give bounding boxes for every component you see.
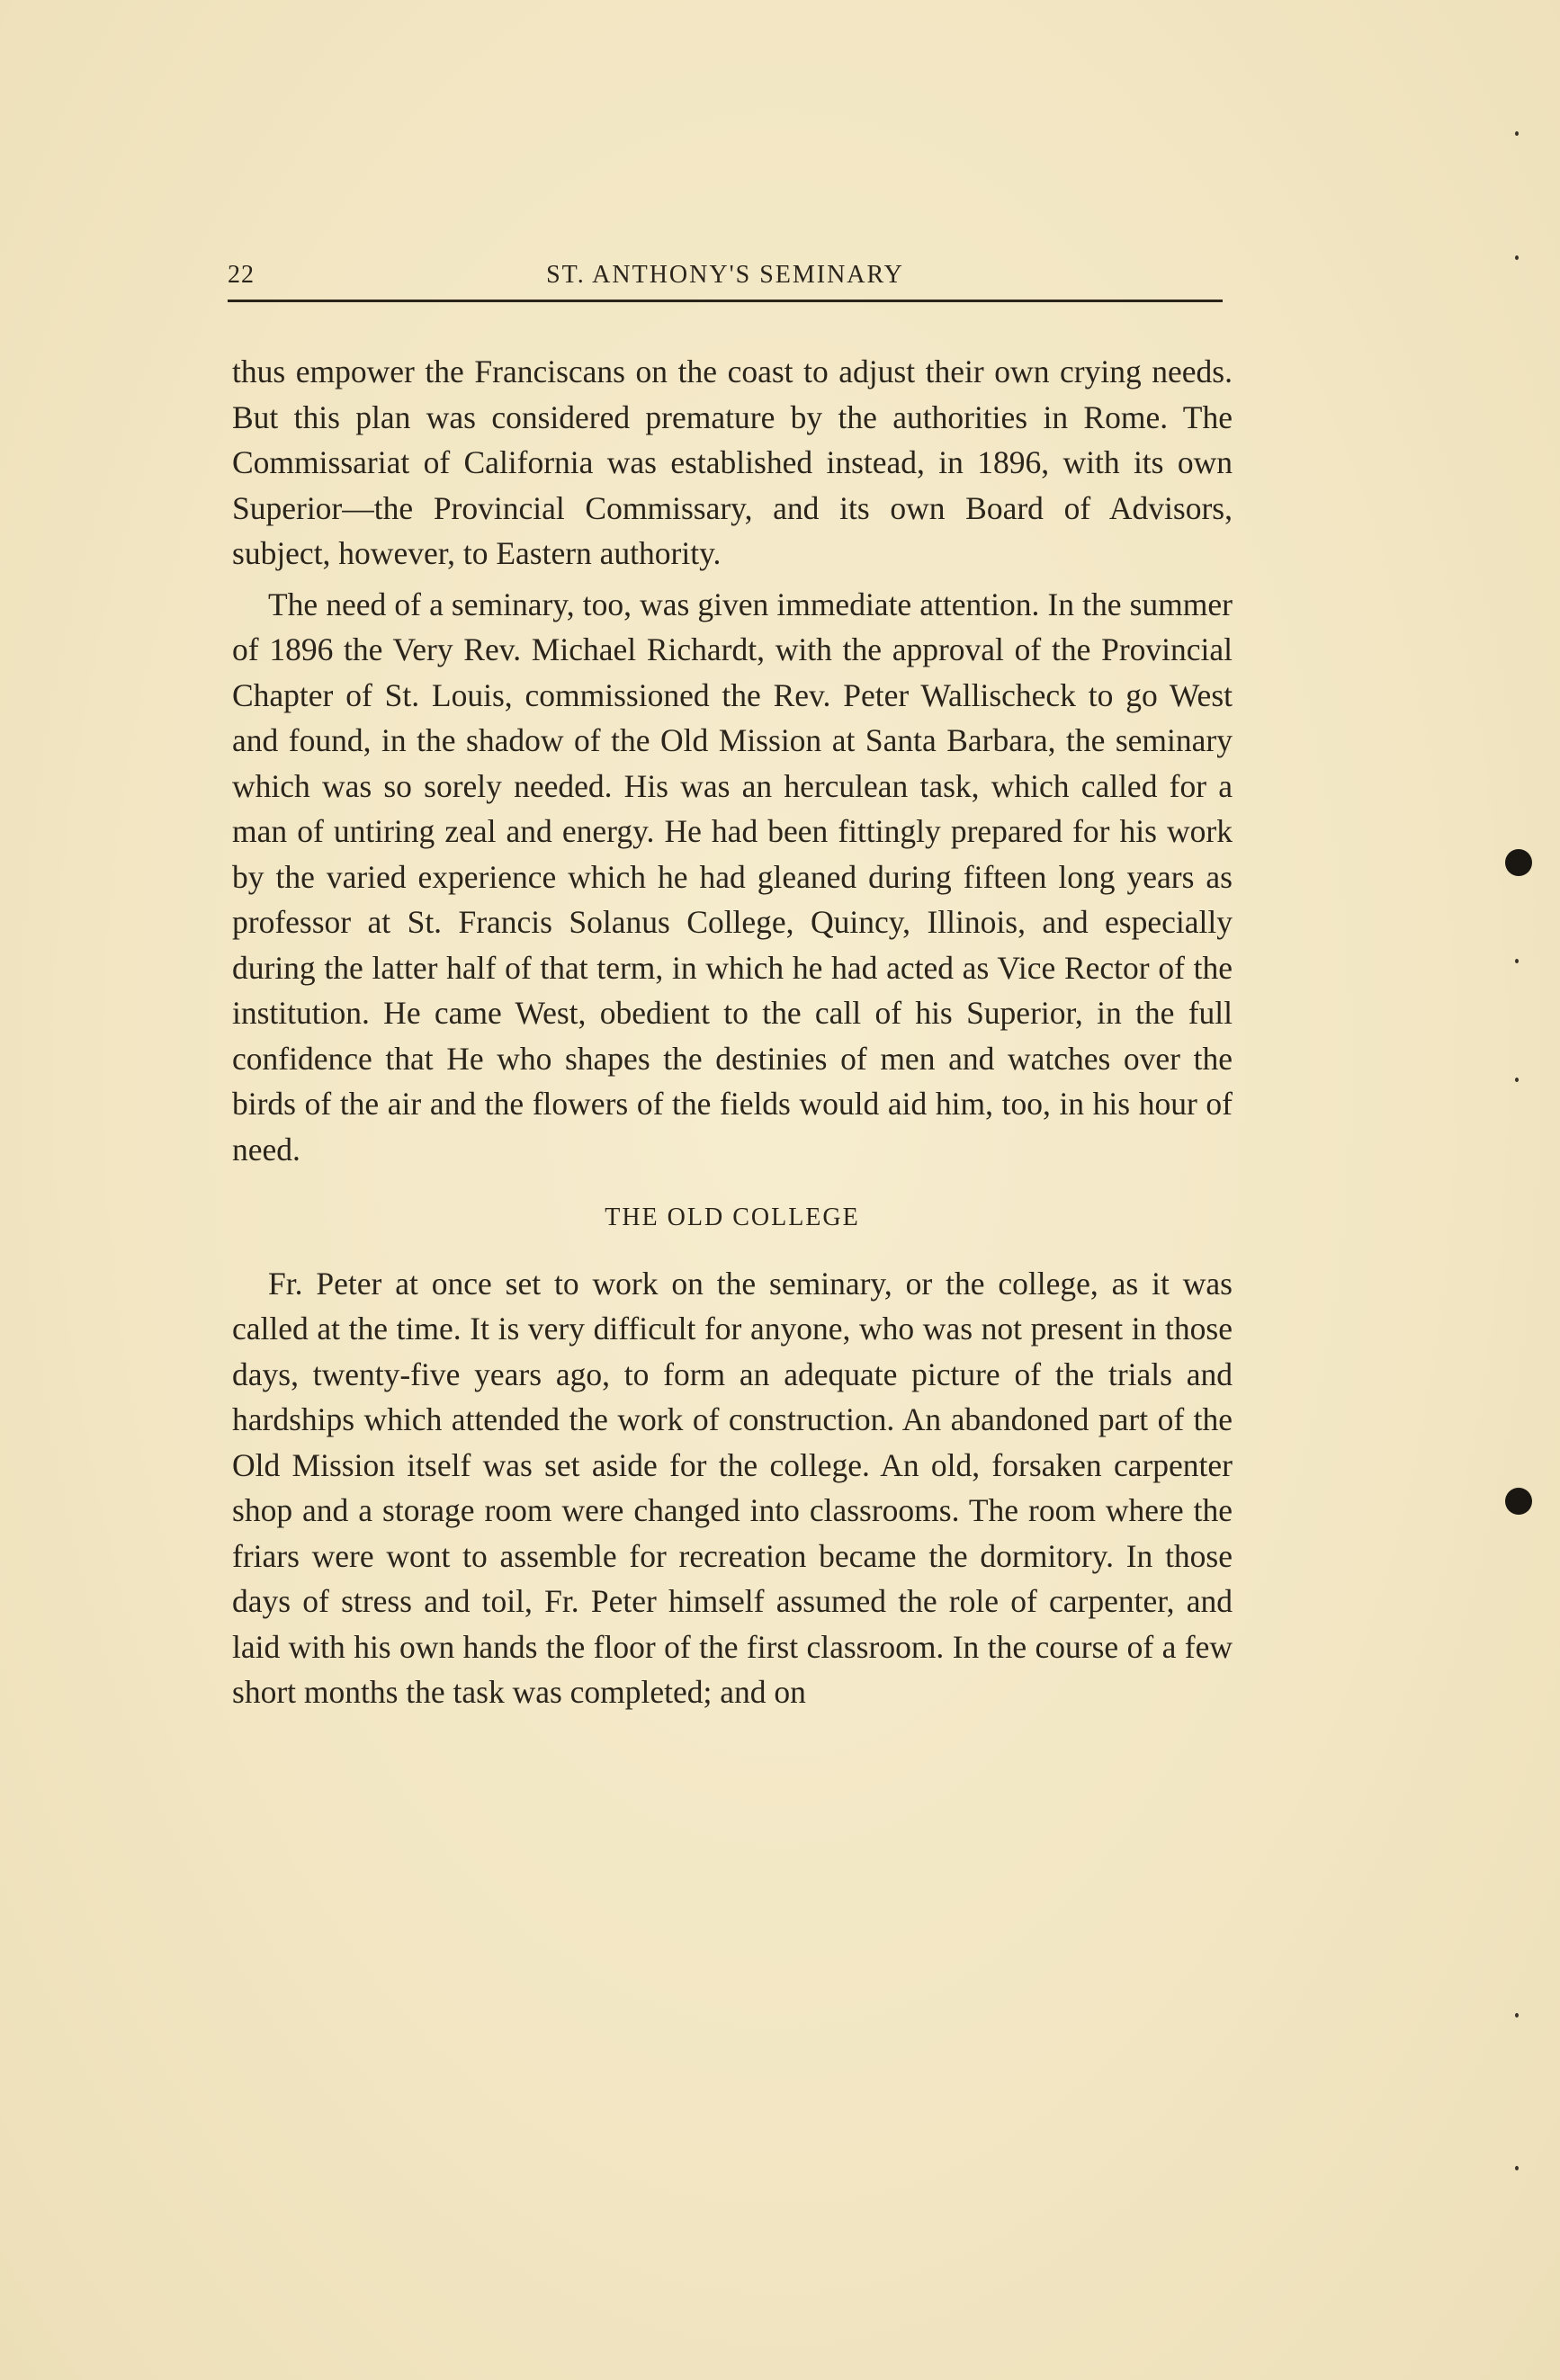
binding-mark: [1515, 2166, 1519, 2170]
punch-hole: [1505, 849, 1532, 876]
binding-mark: [1515, 959, 1519, 963]
page-header: [228, 261, 1223, 302]
header-rule: [228, 300, 1223, 302]
binding-mark: [1515, 1078, 1519, 1082]
paragraph-1: thus empower the Franciscans on the coast to adjust their own crying needs. But this plan was considered premature by the authorities in Rome. The Commissariat of California was established instead, in 1896, with its own Superior—the Provincial Commissary, and its own Board of Advisors, subject, however, to Eastern authority.: [232, 353, 1233, 571]
paragraph-3: Fr. Peter at once set to work on the seminary, or the college, as it was called at the time. It is very difficult for anyone, who was not present in those days, twenty-five years ago, to form an adequate picture of the trials and hardships which attended the work of construction. An abandoned part of the Old Mission itself was set aside for the college. An old, forsaken carpenter shop and a storage room were changed into classrooms. The room where the friars were wont to assemble for recreation became the dormitory. In those days of stress and toil, Fr. Peter himself assumed the role of carpenter, and laid with his own hands the floor of the first classroom. In the course of a few short months the task was completed; and on: [232, 1265, 1233, 1710]
page-number: 22: [228, 261, 255, 289]
binding-mark: [1515, 2013, 1519, 2018]
running-title: ST. ANTHONY'S SEMINARY: [546, 261, 904, 289]
binding-mark: [1515, 131, 1519, 136]
paragraph-2: The need of a seminary, too, was given immediate attention. In the summer of 1896 the Very Rev. Michael Richardt, with the approval of the Provincial Chapter of St. Louis, commissioned the Rev. Peter Wallischeck to go West and found, in the shadow of the Old Mission at Santa Barbara, the seminary which was so sorely needed. His was an herculean task, which called for a man of untiring zeal and energy. He had been fittingly prepared for his work by the varied experience which he had gleaned during fifteen long years as professor at St. Francis Solanus College, Quincy, Illinois, and especially during the latter half of that term, in which he had acted as Vice Rector of the institution. He came West, obedient to the call of his Superior, in the full confidence that He who shapes the destinies of men and watches over the birds of the air and the flowers of the fields would aid him, too, in his hour of need.: [232, 586, 1233, 1168]
section-heading: THE OLD COLLEGE: [605, 1203, 860, 1231]
body-text: [232, 349, 1233, 1715]
punch-hole: [1505, 1488, 1532, 1515]
binding-mark: [1515, 255, 1519, 260]
